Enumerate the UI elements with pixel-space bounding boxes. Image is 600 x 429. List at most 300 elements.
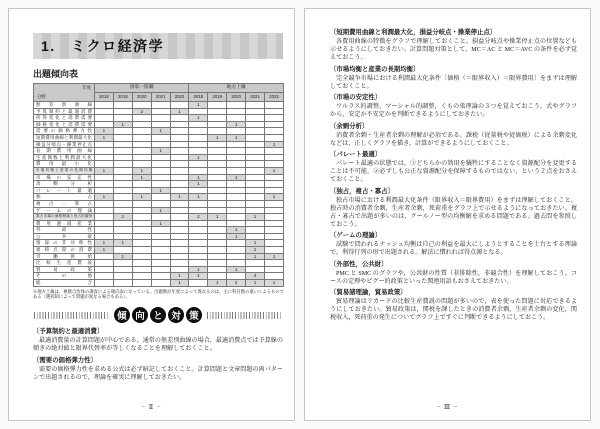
count-cell [227, 273, 246, 280]
table-row [34, 148, 284, 155]
count-cell: 1 [208, 214, 227, 221]
count-cell [246, 220, 265, 227]
count-cell [246, 260, 265, 267]
count-cell: 1 [170, 194, 189, 201]
topic-label: 寡占市場の価格理論と独占的競争 [34, 214, 95, 221]
count-cell [95, 108, 114, 115]
banner-char: 向 [132, 307, 148, 323]
count-cell [246, 227, 265, 234]
count-cell [246, 161, 265, 168]
count-cell [246, 115, 265, 122]
count-cell [208, 187, 227, 194]
count-cell: 1 [170, 273, 189, 280]
count-cell [151, 214, 170, 221]
count-cell: 1 [132, 167, 151, 174]
topic-label: 公共財 [34, 233, 95, 240]
count-cell [132, 200, 151, 207]
count-cell: 2 [113, 214, 132, 221]
count-cell: 1 [246, 214, 265, 221]
topic-label: 余剰分析 [34, 181, 95, 188]
count-cell [95, 121, 114, 128]
count-cell [95, 220, 114, 227]
table-row [34, 240, 284, 247]
count-cell: 1 [132, 174, 151, 181]
section-title: 〔市場の安定性〕 [330, 94, 382, 102]
topic-label: 所得変化と消費需要 [34, 115, 95, 122]
count-cell [170, 102, 189, 109]
topic-label: 複占・寡占 [34, 200, 95, 207]
count-cell [208, 154, 227, 161]
count-cell: 1 [189, 174, 208, 181]
count-cell [132, 253, 151, 260]
count-cell [170, 174, 189, 181]
count-cell [189, 148, 208, 155]
count-cell: 1 [95, 247, 114, 254]
section [33, 328, 283, 353]
count-cell [95, 141, 114, 148]
year-label: 2022 [265, 93, 284, 102]
section-body: 完全競争市場における利潤最大化条件〔価格（＝限界収入）＝限界費用〕をまずは理解しておくこと。 [330, 75, 577, 90]
count-cell [246, 141, 265, 148]
count-cell [151, 240, 170, 247]
group-header-local: 地方上級 [189, 84, 284, 93]
count-cell [132, 260, 151, 267]
topic-label: 無差別曲線 [34, 102, 95, 109]
count-cell [95, 207, 114, 214]
count-cell [189, 220, 208, 227]
count-cell [246, 167, 265, 174]
topic-label: その他 [34, 273, 95, 280]
count-cell: 1 [189, 194, 208, 201]
count-cell [151, 121, 170, 128]
year-label: 2021 [151, 93, 170, 102]
count-cell [265, 134, 284, 141]
count-cell [132, 273, 151, 280]
count-cell [189, 247, 208, 254]
count-cell: 1 [265, 141, 284, 148]
count-cell [265, 187, 284, 194]
count-cell [227, 161, 246, 168]
count-cell [208, 194, 227, 201]
count-cell: 1 [246, 253, 265, 260]
table-row [34, 161, 284, 168]
table-row [34, 207, 284, 214]
count-cell [170, 227, 189, 234]
count-cell [265, 128, 284, 135]
section-body: 最適消費量の計算問題が中心である。通常の無差別曲線の場合，最適消費点では予算線の傾きの絶対値と限界代替率が等しくなることを理解しておくこと。 [33, 338, 283, 353]
count-cell [208, 227, 227, 234]
count-cell [227, 181, 246, 188]
count-cell [246, 200, 265, 207]
count-cell [246, 128, 265, 135]
count-cell [265, 200, 284, 207]
count-cell [113, 174, 132, 181]
count-cell [132, 148, 151, 155]
count-cell [189, 134, 208, 141]
count-cell [189, 187, 208, 194]
section-body: ワルラス的調整，マーシャル的調整，くもの巣理論の３つを覚えておこう。式やグラフから，安定か不安定かを判断できるようにしておきたい。 [330, 104, 577, 119]
count-cell [151, 266, 170, 273]
count-cell: 1 [265, 194, 284, 201]
count-cell [265, 240, 284, 247]
table-row [34, 194, 284, 201]
banner-title [113, 307, 203, 323]
count-cell [170, 161, 189, 168]
section [33, 357, 283, 382]
topic-label: 労働供給 [34, 253, 95, 260]
table-row [34, 181, 284, 188]
count-cell [151, 233, 170, 240]
chapter-title-band [33, 33, 283, 59]
count-cell: 1 [151, 220, 170, 227]
table-row [34, 108, 284, 115]
count-cell [227, 240, 246, 247]
count-cell [170, 233, 189, 240]
count-cell [265, 220, 284, 227]
count-cell [208, 102, 227, 109]
count-cell [95, 174, 114, 181]
count-cell [132, 154, 151, 161]
count-cell [227, 253, 246, 260]
count-cell [132, 141, 151, 148]
count-cell [189, 108, 208, 115]
count-cell: 1 [246, 280, 265, 287]
count-cell [208, 240, 227, 247]
banner-char: 対 [168, 307, 184, 323]
section-body: 独占市場における利潤最大化条件（限界収入＝限界費用）をまずは理解しておくこと。独占時の消費者余剰，生産者余剰，死荷重をグラフ上で示せるようになっておきたい。複占・寡占で出題が多いのは，クールノー型の均衡解を求める問題である。過去問を参照しておこう。 [330, 197, 577, 228]
count-cell [227, 187, 246, 194]
section-title: 〔貿易諸理論，貿易政策〕 [330, 289, 407, 297]
count-cell [246, 102, 265, 109]
left-page [8, 8, 295, 421]
topic-label: 比較生産費説 [34, 260, 95, 267]
trend-banner [34, 307, 282, 323]
count-cell: 1 [95, 194, 114, 201]
count-cell [95, 253, 114, 260]
count-cell: 1 [151, 187, 170, 194]
count-cell [151, 253, 170, 260]
count-cell [189, 128, 208, 135]
count-cell [246, 187, 265, 194]
count-cell: 1 [189, 115, 208, 122]
count-cell [113, 154, 132, 161]
count-cell [132, 240, 151, 247]
count-cell [265, 181, 284, 188]
topic-label: 市場均衡と産業の長期均衡 [34, 167, 95, 174]
count-cell [208, 200, 227, 207]
banner-char: と [150, 307, 166, 323]
count-cell [113, 247, 132, 254]
year-label: 2020 [227, 93, 246, 102]
table-row [34, 154, 284, 161]
count-cell: 1 [95, 167, 114, 174]
count-cell [170, 141, 189, 148]
count-cell [265, 174, 284, 181]
right-page [304, 8, 591, 421]
count-cell [208, 220, 227, 227]
count-cell [132, 181, 151, 188]
count-cell [95, 115, 114, 122]
topic-label: ゲームの理論 [34, 207, 95, 214]
topic-label: 生産関数と利潤最大化 [34, 154, 95, 161]
count-cell [151, 260, 170, 267]
section [330, 94, 577, 119]
topic-label: 貿易政策 [34, 266, 95, 273]
count-cell [151, 161, 170, 168]
section-body: 貿易理論はリカードの比較生産費説の問題が多いので，表を使った問題に対応できるようにしておきたい。貿易政策は，関税を課したときの消費者余剰，生産者余剰の変化，関税収入，死荷重の発生についてグラフ上ですぐに判断できるようにしておこう。 [330, 299, 577, 322]
section [330, 289, 577, 322]
count-cell [208, 141, 227, 148]
count-cell: 1 [227, 227, 246, 234]
count-cell: 1 [132, 194, 151, 201]
count-cell [151, 227, 170, 234]
section [330, 232, 577, 257]
count-cell [246, 121, 265, 128]
table-row [34, 121, 284, 128]
count-cell [265, 233, 284, 240]
count-cell: 1 [265, 280, 284, 287]
count-cell [113, 128, 132, 135]
table-row [34, 200, 284, 207]
count-cell [132, 161, 151, 168]
count-cell [189, 121, 208, 128]
table-row [34, 253, 284, 260]
count-cell [151, 154, 170, 161]
count-cell [227, 247, 246, 254]
count-cell [151, 115, 170, 122]
count-cell: 1 [246, 240, 265, 247]
count-cell [208, 273, 227, 280]
count-cell: 1 [189, 273, 208, 280]
count-cell [132, 207, 151, 214]
count-cell [170, 115, 189, 122]
section-title: 〔独占，複占・寡占〕 [330, 187, 394, 195]
count-cell [151, 174, 170, 181]
count-cell [265, 247, 284, 254]
count-cell [227, 220, 246, 227]
count-cell [265, 260, 284, 267]
table-row [34, 128, 284, 135]
count-cell: 1 [208, 280, 227, 287]
count-cell [113, 273, 132, 280]
count-cell [227, 154, 246, 161]
count-cell: 1 [265, 253, 284, 260]
count-cell [246, 233, 265, 240]
table-row [34, 134, 284, 141]
table-row [34, 167, 284, 174]
count-cell [265, 148, 284, 155]
count-cell [113, 200, 132, 207]
section-title: 〔需要の価格弾力性〕 [33, 356, 97, 364]
count-cell [132, 266, 151, 273]
count-cell [208, 207, 227, 214]
count-cell [132, 280, 151, 287]
count-cell [170, 207, 189, 214]
count-cell [189, 207, 208, 214]
hatch-right-decoration [207, 312, 282, 319]
table-row [34, 141, 284, 148]
count-cell: 1 [113, 240, 132, 247]
count-cell [189, 167, 208, 174]
table-row [34, 214, 284, 221]
count-cell [227, 148, 246, 155]
count-cell [170, 128, 189, 135]
count-cell [246, 194, 265, 201]
count-cell [246, 108, 265, 115]
table-note: ※地方上級は，複数自治体の調査による傾向表になっている。出題数が年度によって異なるのは，主に科目数の違いによるものである（選択制によって問題が異なる場合もある）。 [33, 288, 284, 300]
table-row [34, 273, 284, 280]
topic-label: 費用逓減産業 [34, 220, 95, 227]
count-cell [132, 247, 151, 254]
count-cell: 1 [95, 134, 114, 141]
count-cell: 1 [189, 181, 208, 188]
count-cell [132, 220, 151, 227]
count-cell [246, 266, 265, 273]
count-cell: 1 [151, 128, 170, 135]
count-cell [151, 141, 170, 148]
count-cell: 1 [227, 121, 246, 128]
trend-table [33, 83, 284, 287]
count-cell [208, 161, 227, 168]
count-cell [189, 253, 208, 260]
count-cell [265, 102, 284, 109]
section-title: 〔短期費用曲線と利潤最大化，損益分岐点・操業停止点〕 [330, 29, 497, 36]
count-cell [95, 280, 114, 287]
section-title: 〔外部性，公共財〕 [330, 260, 388, 268]
count-cell [170, 260, 189, 267]
section-title: 〔ゲームの理論〕 [330, 232, 382, 240]
count-cell [170, 247, 189, 254]
count-cell: 1 [265, 167, 284, 174]
year-label: 2018 [189, 93, 208, 102]
count-cell [265, 115, 284, 122]
count-cell: 2 [132, 108, 151, 115]
count-cell [208, 121, 227, 128]
section-body: PMC と SMC のグラフや，公共財の性質（非排除性，非競合性）を理解しておこう。コースの定理やピグー的政策といった関連用語もおさえておきたい。 [330, 270, 577, 285]
year-label: 2018 [95, 93, 114, 102]
count-cell [170, 187, 189, 194]
count-cell [189, 233, 208, 240]
table-row [34, 266, 284, 273]
count-cell [113, 194, 132, 201]
count-cell [170, 220, 189, 227]
count-cell: 1 [170, 108, 189, 115]
section-title: 〔予算制約と最適消費〕 [33, 328, 104, 336]
topic-label: 予算制約と最適消費 [34, 108, 95, 115]
count-cell [208, 266, 227, 273]
topic-label: 異時点間の消費 [34, 247, 95, 254]
table-row [34, 227, 284, 234]
count-cell: 1 [95, 128, 114, 135]
count-cell [113, 187, 132, 194]
count-cell [227, 207, 246, 214]
banner-char: 策 [186, 307, 202, 323]
count-cell [208, 115, 227, 122]
topic-label: パレート最適 [34, 187, 95, 194]
count-cell [265, 214, 284, 221]
table-row [34, 102, 284, 109]
section [330, 123, 577, 148]
count-cell: 1 [246, 247, 265, 254]
count-cell [170, 134, 189, 141]
count-cell [151, 134, 170, 141]
topic-label: 短期費用曲線と利潤最大化 [34, 134, 95, 141]
count-cell [208, 253, 227, 260]
page-number-left: − Ⅱ − [141, 404, 162, 411]
section-title: 〔市場均衡と産業の長期均衡〕 [330, 65, 420, 73]
count-cell [113, 260, 132, 267]
count-cell [132, 227, 151, 234]
section [330, 261, 577, 286]
count-cell [246, 134, 265, 141]
count-cell [151, 181, 170, 188]
count-cell: 4 [246, 273, 265, 280]
count-cell [227, 260, 246, 267]
left-sections [33, 328, 283, 382]
topic-label: 長期費用曲線 [34, 148, 95, 155]
table-row [34, 233, 284, 240]
count-cell [227, 194, 246, 201]
count-cell [265, 227, 284, 234]
count-cell: 1 [113, 121, 132, 128]
count-cell [227, 141, 246, 148]
year-label: 2020 [132, 93, 151, 102]
count-cell [265, 108, 284, 115]
count-cell [227, 115, 246, 122]
count-cell: 1 [227, 134, 246, 141]
count-cell [189, 227, 208, 234]
count-cell [113, 181, 132, 188]
table-row [34, 115, 284, 122]
count-cell [95, 273, 114, 280]
count-cell: 1 [151, 148, 170, 155]
count-cell [170, 253, 189, 260]
count-cell [208, 167, 227, 174]
count-cell [246, 154, 265, 161]
count-cell: 2 [227, 280, 246, 287]
corner-year-label: 年度 [82, 85, 91, 90]
count-cell [132, 134, 151, 141]
count-cell [113, 167, 132, 174]
banner-char: 傾 [114, 307, 130, 323]
count-cell [246, 207, 265, 214]
count-cell: 2 [189, 214, 208, 221]
count-cell [227, 214, 246, 221]
count-cell [189, 240, 208, 247]
count-cell [227, 102, 246, 109]
count-cell [113, 108, 132, 115]
count-cell [113, 148, 132, 155]
count-cell [208, 233, 227, 240]
count-cell [132, 115, 151, 122]
topic-label: 需要の価格弾力性 [34, 128, 95, 135]
count-cell [208, 247, 227, 254]
corner-field-label: 分野 [37, 94, 46, 99]
count-cell [265, 273, 284, 280]
count-cell [170, 266, 189, 273]
count-cell [208, 174, 227, 181]
count-cell: 1 [151, 207, 170, 214]
section [330, 188, 577, 229]
count-cell [113, 115, 132, 122]
count-cell [151, 273, 170, 280]
topic-label: 市場の安定性 [34, 174, 95, 181]
page-number-right: − Ⅲ − [436, 404, 459, 411]
count-cell [208, 181, 227, 188]
count-cell: 1 [227, 233, 246, 240]
table-row [34, 220, 284, 227]
topic-label: 費用最小化 [34, 161, 95, 168]
